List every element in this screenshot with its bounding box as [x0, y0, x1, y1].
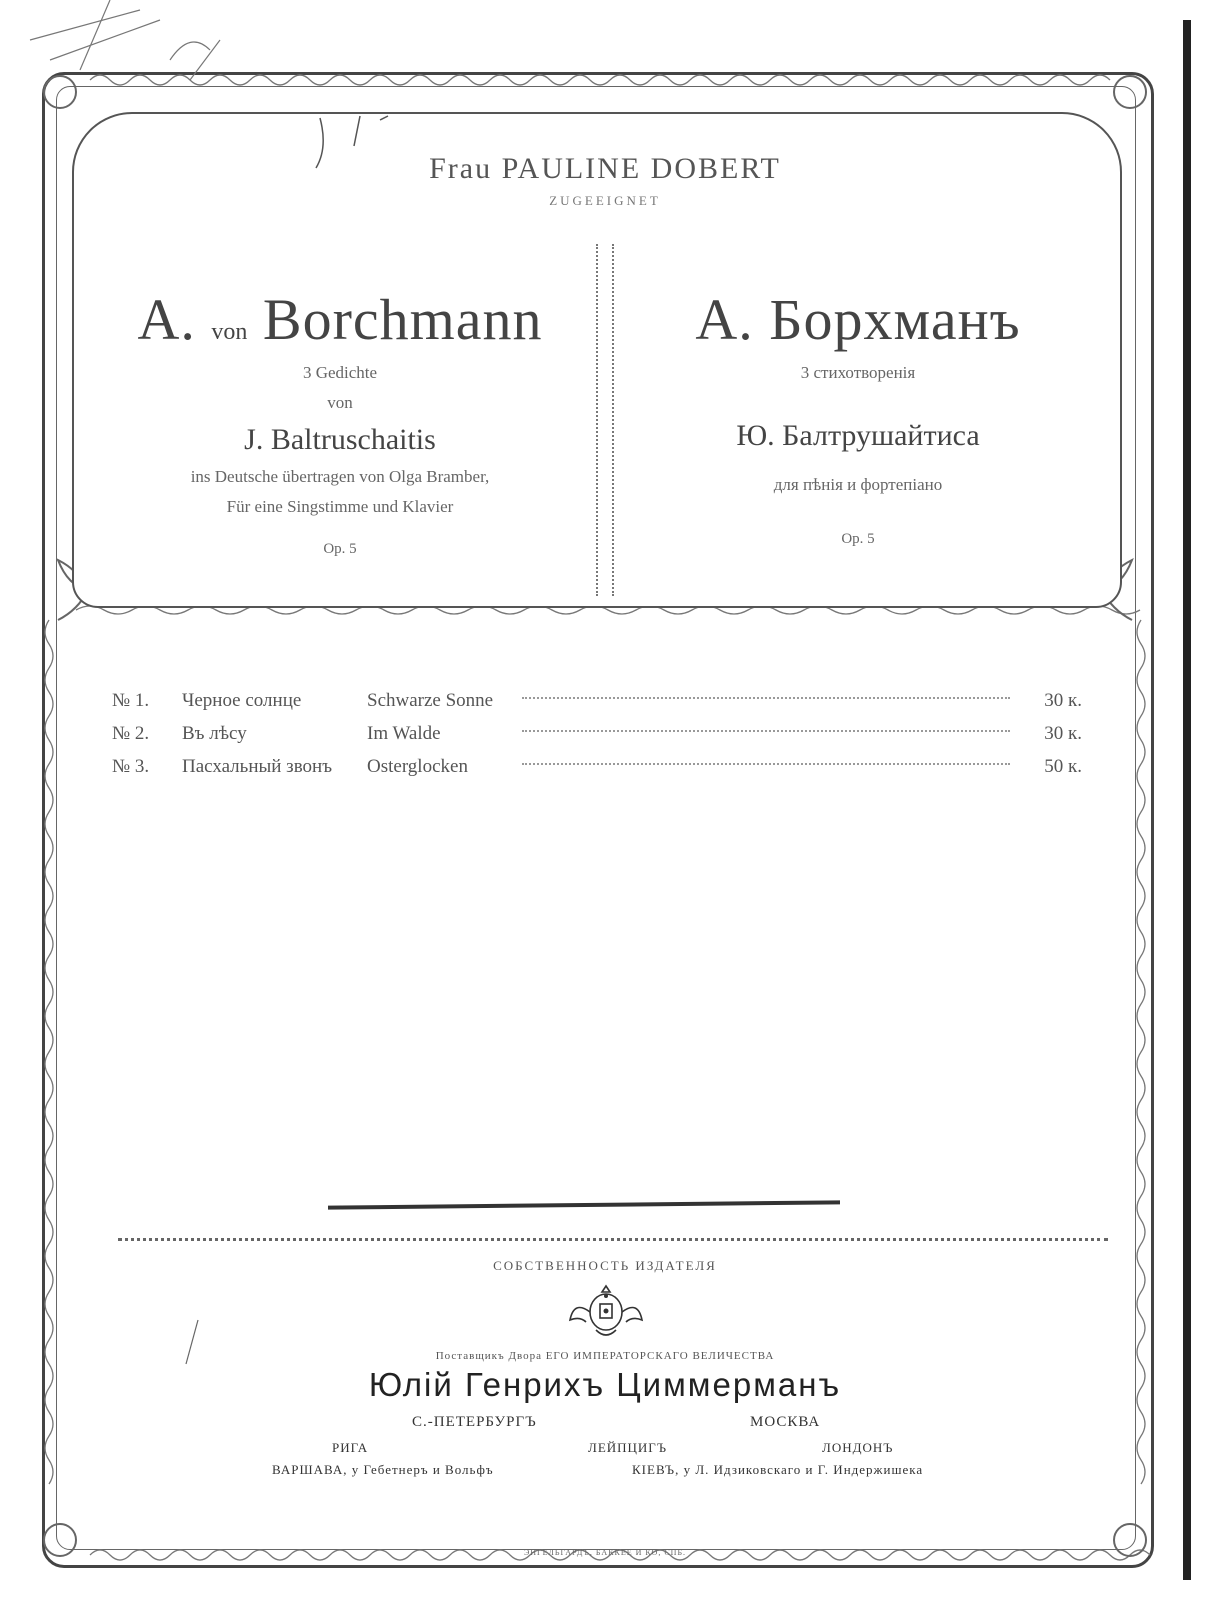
scan-margin-bar — [1183, 20, 1191, 1580]
column-divider — [596, 244, 614, 596]
leader-dots — [522, 697, 1010, 699]
item-title-de: Im Walde — [367, 722, 441, 744]
poet-de: J. Baltruschaitis — [244, 423, 436, 456]
composer-name-de — [90, 286, 590, 353]
pencil-mark — [300, 108, 420, 178]
composer-surname: Borchmann — [262, 287, 543, 352]
list-item — [112, 750, 1082, 783]
city-london: ЛОНДОНЪ — [822, 1440, 894, 1455]
item-title-de: Schwarze Sonne — [367, 689, 494, 711]
city-spb: С.-ПЕТЕРБУРГЪ — [412, 1414, 537, 1430]
translation-de: ins Deutsche übertragen von Olga Bramber, — [190, 467, 490, 486]
russian-title-column — [618, 286, 1098, 548]
publisher-rights: СОБСТВЕННОСТЬ ИЗДАТЕЛЯ — [493, 1258, 717, 1273]
german-title-column — [90, 286, 590, 558]
works-ru: 3 стихотворенія — [800, 363, 916, 382]
composer-von: von — [211, 319, 248, 345]
dedication-sub: ZUGEEIGNET — [549, 193, 661, 208]
city-leipzig: ЛЕЙПЦИГЪ — [588, 1440, 668, 1455]
list-item — [112, 717, 1082, 750]
contents-list — [112, 684, 1082, 783]
list-item — [112, 684, 1082, 717]
leader-dots — [522, 730, 1010, 732]
city-riga: РИГА — [332, 1440, 369, 1455]
item-title-de: Osterglocken — [367, 755, 468, 777]
printer-imprint: ЭНГЕЛЬГАРДЪ, БАККЕЕ И КО, СПБ. — [523, 1548, 687, 1557]
item-price: 50 к. — [1044, 755, 1082, 777]
warsaw-agent: ВАРШАВА, у Гебетнеръ и Вольфъ — [272, 1462, 494, 1477]
dotted-separator — [118, 1238, 1108, 1241]
item-price: 30 к. — [1044, 722, 1082, 744]
city-moscow: МОСКВА — [750, 1414, 821, 1430]
item-title-ru: Пасхальный звонъ — [182, 755, 333, 777]
opus-ru: Ор. 5 — [841, 531, 875, 547]
publisher-name: Юлiй Генрихъ Циммерманъ — [368, 1366, 842, 1403]
von-de: von — [327, 393, 353, 412]
dedication: Frau PAULINE DOBERT — [429, 152, 781, 185]
item-number: № 3. — [112, 755, 150, 777]
item-title-ru: Черное солнце — [182, 689, 302, 711]
pencil-stroke — [178, 1318, 208, 1368]
composer-name-ru: А. Борхманъ — [695, 287, 1021, 352]
scoring-de: Für eine Singstimme und Klavier — [226, 497, 454, 516]
leader-dots — [522, 763, 1010, 765]
item-number: № 2. — [112, 722, 150, 744]
royal-appointment: Поставщикъ Двора ЕГО ИМПЕРАТОРСКАГО ВЕЛИЧЕСТВА — [435, 1350, 775, 1362]
item-number: № 1. — [112, 689, 150, 711]
opus-de: Op. 5 — [323, 541, 357, 557]
item-price: 30 к. — [1044, 689, 1082, 711]
scoring-ru: для пѣнія и фортепіано — [773, 475, 943, 494]
works-de: 3 Gedichte — [302, 363, 378, 382]
pencil-scribble — [20, 0, 240, 100]
kiev-agent: КIЕВЪ, у Л. Идзиковскаго и Г. Индержишека — [632, 1462, 924, 1477]
item-title-ru: Въ лѣсу — [182, 722, 247, 744]
composer-initial: A. — [137, 287, 196, 352]
poet-ru: Ю. Балтрушайтиса — [736, 419, 980, 452]
imperial-crest-icon — [566, 1282, 646, 1344]
